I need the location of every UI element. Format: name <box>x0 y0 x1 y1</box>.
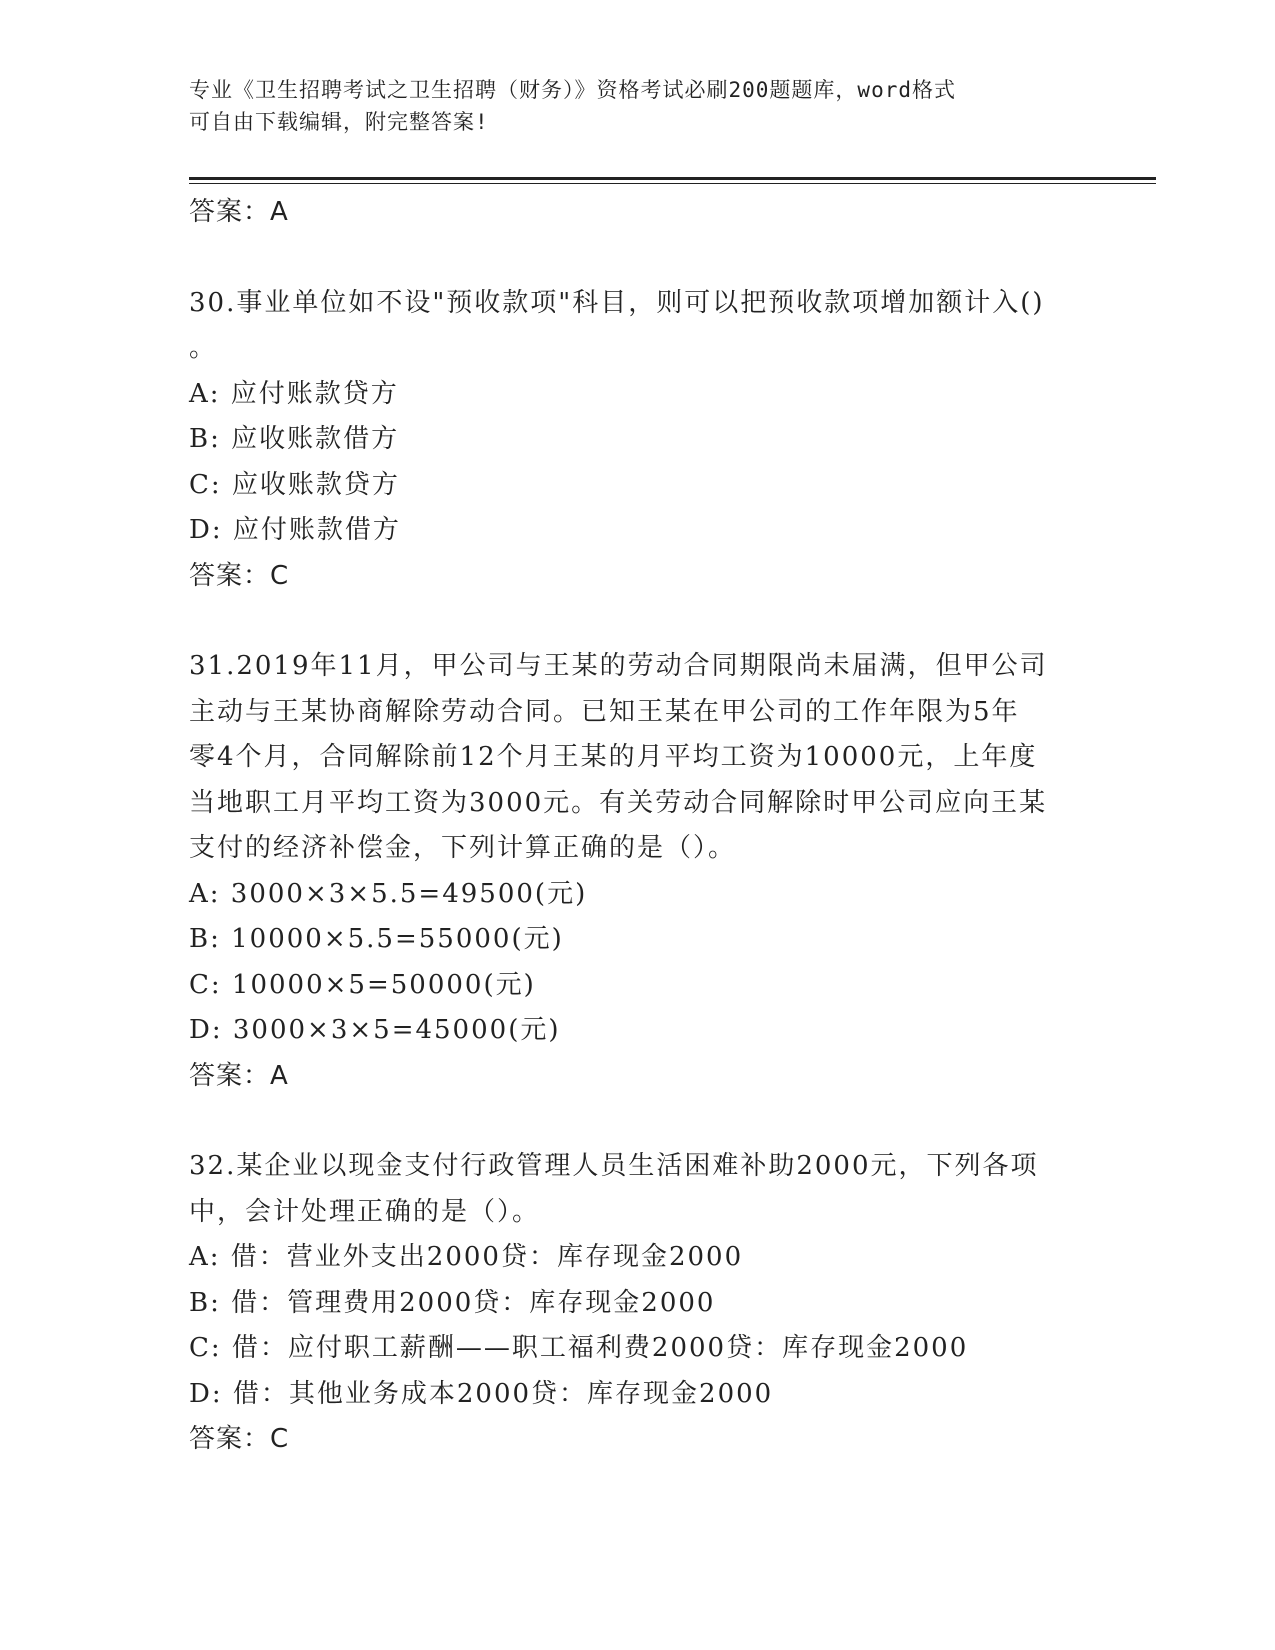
header-rule-thin <box>189 183 1156 184</box>
spacer <box>189 1099 1089 1144</box>
question-answer: 答案：A <box>189 1060 289 1091</box>
option-b: B: 借：管理费用2000贷：库存现金2000 <box>189 1287 716 1318</box>
question-stem-line: 当地职工月平均工资为3000元。有关劳动合同解除时甲公司应向王某 <box>189 787 1048 818</box>
option-d: D: 应付账款借方 <box>189 515 401 545</box>
spacer <box>189 599 1089 644</box>
option-d: D: 借：其他业务成本2000贷：库存现金2000 <box>189 1378 774 1409</box>
question-stem-line: 32.某企业以现金支付行政管理人员生活困难补助2000元，下列各项 <box>189 1151 1039 1181</box>
option-b: B: 应收账款借方 <box>189 424 400 454</box>
header-rule-thick <box>189 177 1156 180</box>
question-stem-line: 主动与王某协商解除劳动合同。已知王某在甲公司的工作年限为5年 <box>189 696 1020 727</box>
option-c: C: 10000×5=50000(元) <box>189 969 536 1000</box>
question-stem-line: 支付的经济补偿金，下列计算正确的是（）。 <box>189 833 737 863</box>
document-header <box>189 74 1069 138</box>
question-stem-line: 。 <box>189 333 218 363</box>
question-31 <box>189 644 1089 1099</box>
option-a: A: 3000×3×5.5=49500(元) <box>189 878 588 909</box>
previous-answer: 答案：A <box>189 197 289 227</box>
header-line-2: 可自由下载编辑，附完整答案! <box>189 110 489 134</box>
option-d: D: 3000×3×5=45000(元) <box>189 1015 561 1045</box>
option-c: C: 借：应付职工薪酬——职工福利费2000贷：库存现金2000 <box>189 1333 969 1363</box>
spacer <box>189 236 1089 281</box>
question-answer: 答案：C <box>189 560 290 591</box>
question-stem-line: 30.事业单位如不设"预收款项"科目，则可以把预收款项增加额计入() <box>189 287 1045 318</box>
question-content <box>189 190 1089 1463</box>
question-stem-line: 中，会计处理正确的是（）。 <box>189 1196 541 1227</box>
header-line-1: 专业《卫生招聘考试之卫生招聘（财务）》资格考试必刷200题题库，word格式 <box>189 78 956 102</box>
question-30 <box>189 281 1089 600</box>
option-a: A: 借：营业外支出2000贷：库存现金2000 <box>189 1242 744 1272</box>
option-a: A: 应付账款贷方 <box>189 378 399 409</box>
question-answer: 答案：C <box>189 1424 290 1454</box>
option-b: B: 10000×5.5=55000(元) <box>189 924 564 954</box>
question-32 <box>189 1144 1089 1463</box>
question-stem-line: 零4个月，合同解除前12个月王某的月平均工资为10000元，上年度 <box>189 742 1038 772</box>
question-stem-line: 31.2019年11月，甲公司与王某的劳动合同期限尚未届满，但甲公司 <box>189 651 1048 681</box>
option-c: C: 应收账款贷方 <box>189 469 400 500</box>
